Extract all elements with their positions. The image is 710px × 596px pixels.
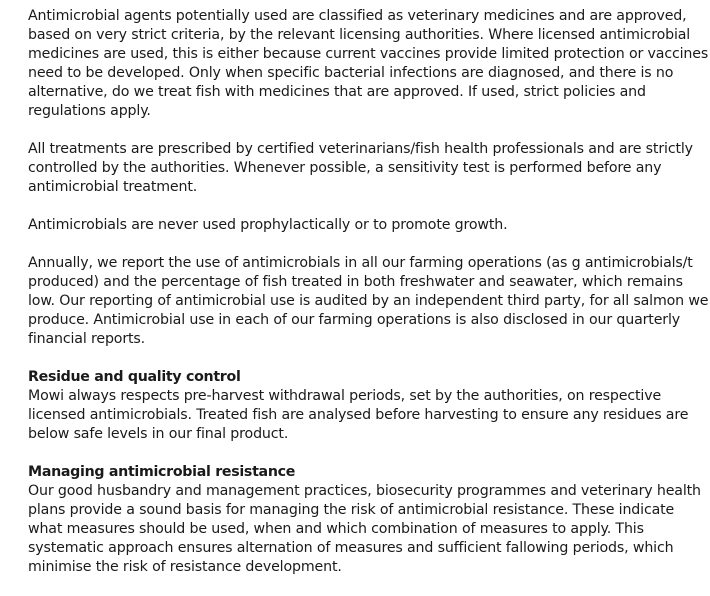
document-body xyxy=(28,7,710,596)
section-body: Mowi always respects pre-harvest withdrawal periods, set by the authorities, on respective licensed antimicrobials. Treated fish are analysed before harvesting to ensure any residues are below safe levels in our final product. xyxy=(28,388,689,442)
paragraph-annual-reporting: Annually, we report the use of antimicrobials in all our farming operations (as g antimicrobials/t produced) and the percentage of fish treated in both freshwater and seawater, which remains low. Our reporting of antimicrobial use is audited by an independent third party, for all salmon we produce. Antimicrobial use in each of our farming operations is also disclosed in our quarterly financial reports. xyxy=(28,255,709,347)
section-heading: Managing antimicrobial resistance xyxy=(28,464,296,480)
paragraph-antimicrobial-classification: Antimicrobial agents potentially used are classified as veterinary medicines and are approved, based on very strict criteria, by the relevant licensing authorities. Where licensed antimicrobial medicines are used, this is either because current vaccines provide limited protection or vaccines need to be developed. Only when specific bacterial infections are diagnosed, and there is no alternative, do we treat fish with medicines that are approved. If used, strict policies and regulations apply. xyxy=(28,8,709,119)
paragraph-no-prophylactic-use: Antimicrobials are never used prophylactically or to promote growth. xyxy=(28,217,508,233)
section-body: Our good husbandry and management practices, biosecurity programmes and veterinary health plans provide a sound basis for managing the risk of antimicrobial resistance. These indicate what measures should be used, when and which combination of measures to apply. This systematic approach ensures alternation of measures and sufficient fallowing periods, which minimise the risk of resistance development. xyxy=(28,483,701,575)
paragraph-treatment-prescription: All treatments are prescribed by certified veterinarians/fish health professionals and are strictly controlled by the authorities. Whenever possible, a sensitivity test is performed before any antimicrobial treatment. xyxy=(28,141,693,195)
section-heading: Residue and quality control xyxy=(28,369,241,385)
section-managing-resistance xyxy=(28,463,710,577)
section-residue-quality-control xyxy=(28,368,710,444)
